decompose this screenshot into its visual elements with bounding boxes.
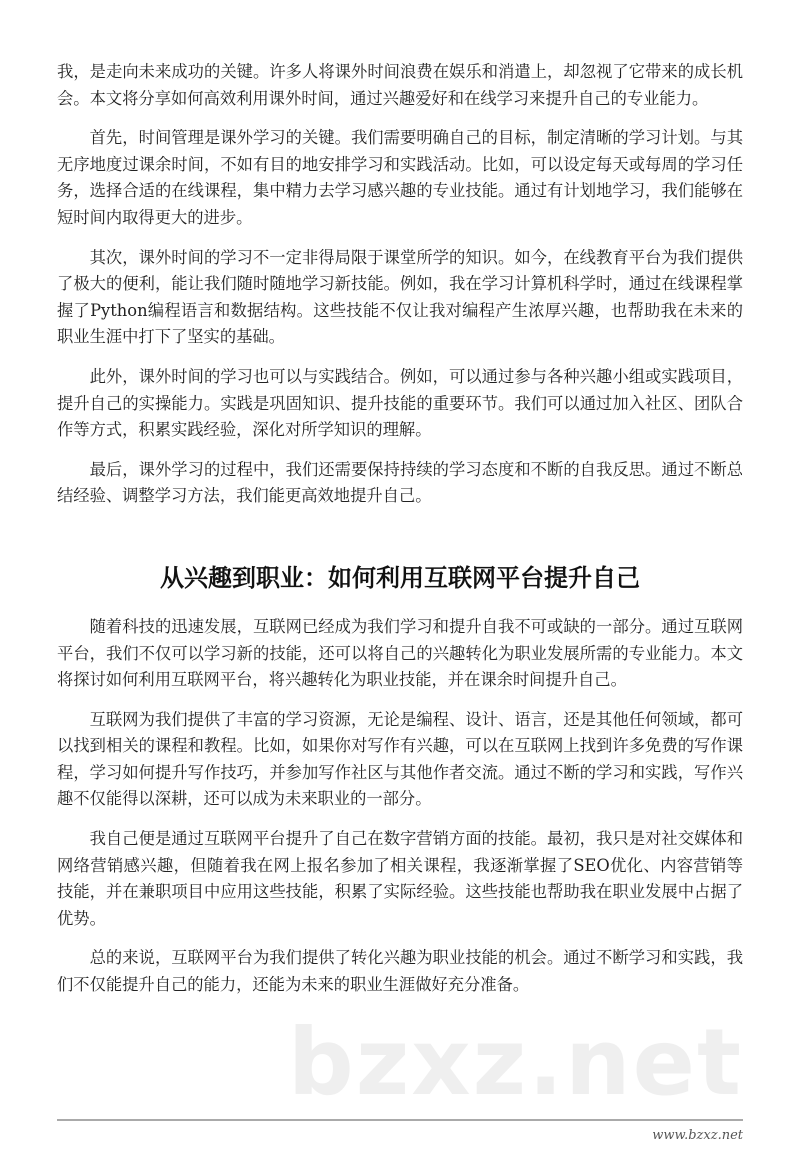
- paragraph: 我自己便是通过互联网平台提升了自己在数字营销方面的技能。最初，我只是对社交媒体和网络营销感兴趣，但随着我在网上报名参加了相关课程，我逐渐掌握了SEO优化、内容营销等技能，并在兼职项目中应用这些技能，积累了实际经验。这些技能也帮助我在职业发展中占据了优势。: [57, 829, 743, 928]
- paragraph: 其次，课外时间的学习不一定非得局限于课堂所学的知识。如今，在线教育平台为我们提供了极大的便利，能让我们随时随地学习新技能。例如，我在学习计算机科学时，通过在线课程掌握了Python编程语言和数据结构。这些技能不仅让我对编程产生浓厚兴趣，也帮助我在未来的职业生涯中打下了坚实的基础。: [57, 247, 743, 347]
- paragraph: 随着科技的迅速发展，互联网已经成为我们学习和提升自我不可或缺的一部分。通过互联网平台，我们不仅可以学习新的技能，还可以将自己的兴趣转化为职业发展所需的专业能力。本文将探讨如何利用互联网平台，将兴趣转化为职业技能，并在课余时间提升自己。: [57, 616, 743, 690]
- watermark: bzxz.net: [287, 1008, 743, 1116]
- paragraph: 最后，课外学习的过程中，我们还需要保持持续的学习态度和不断的自我反思。通过不断总结经验、调整学习方法，我们能更高效地提升自己。: [57, 459, 743, 506]
- paragraph: 此外，课外时间的学习也可以与实践结合。例如，可以通过参与各种兴趣小组或实践项目，提升自己的实操能力。实践是巩固知识、提升技能的重要环节。我们可以通过加入社区、团队合作等方式，积累实践经验，深化对所学知识的理解。: [57, 366, 743, 440]
- footer-url: www.bzxz.net: [652, 1127, 743, 1143]
- section-2-body: [57, 614, 743, 999]
- section-2-title: 从兴趣到职业：如何利用互联网平台提升自己: [160, 563, 640, 592]
- paragraph: 我，是走向未来成功的关键。许多人将课外时间浪费在娱乐和消遣上，却忽视了它带来的成长机会。本文将分享如何高效利用课外时间，通过兴趣爱好和在线学习来提升自己的专业能力。: [57, 62, 743, 108]
- section-1-body: [57, 59, 743, 510]
- watermark-row: [57, 1008, 743, 1116]
- paragraph: 互联网为我们提供了丰富的学习资源，无论是编程、设计、语言，还是其他任何领域，都可以找到相关的课程和教程。比如，如果你对写作有兴趣，可以在互联网上找到许多免费的写作课程，学习如何提升写作技巧，并参加写作社区与其他作者交流。通过不断的学习和实践，写作兴趣不仅能得以深耕，还可以成为未来职业的一部分。: [57, 709, 743, 809]
- paragraph: 首先，时间管理是课外学习的关键。我们需要明确自己的目标，制定清晰的学习计划。与其无序地度过课余时间，不如有目的地安排学习和实践活动。比如，可以设定每天或每周的学习任务，选择合适的在线课程，集中精力去学习感兴趣的专业技能。通过有计划地学习，我们能够在短时间内取得更大的进步。: [57, 128, 743, 227]
- footer-divider: [57, 1119, 743, 1121]
- paragraph: 总的来说，互联网平台为我们提供了转化兴趣为职业技能的机会。通过不断学习和实践，我们不仅能提升自己的能力，还能为未来的职业生涯做好充分准备。: [57, 948, 743, 995]
